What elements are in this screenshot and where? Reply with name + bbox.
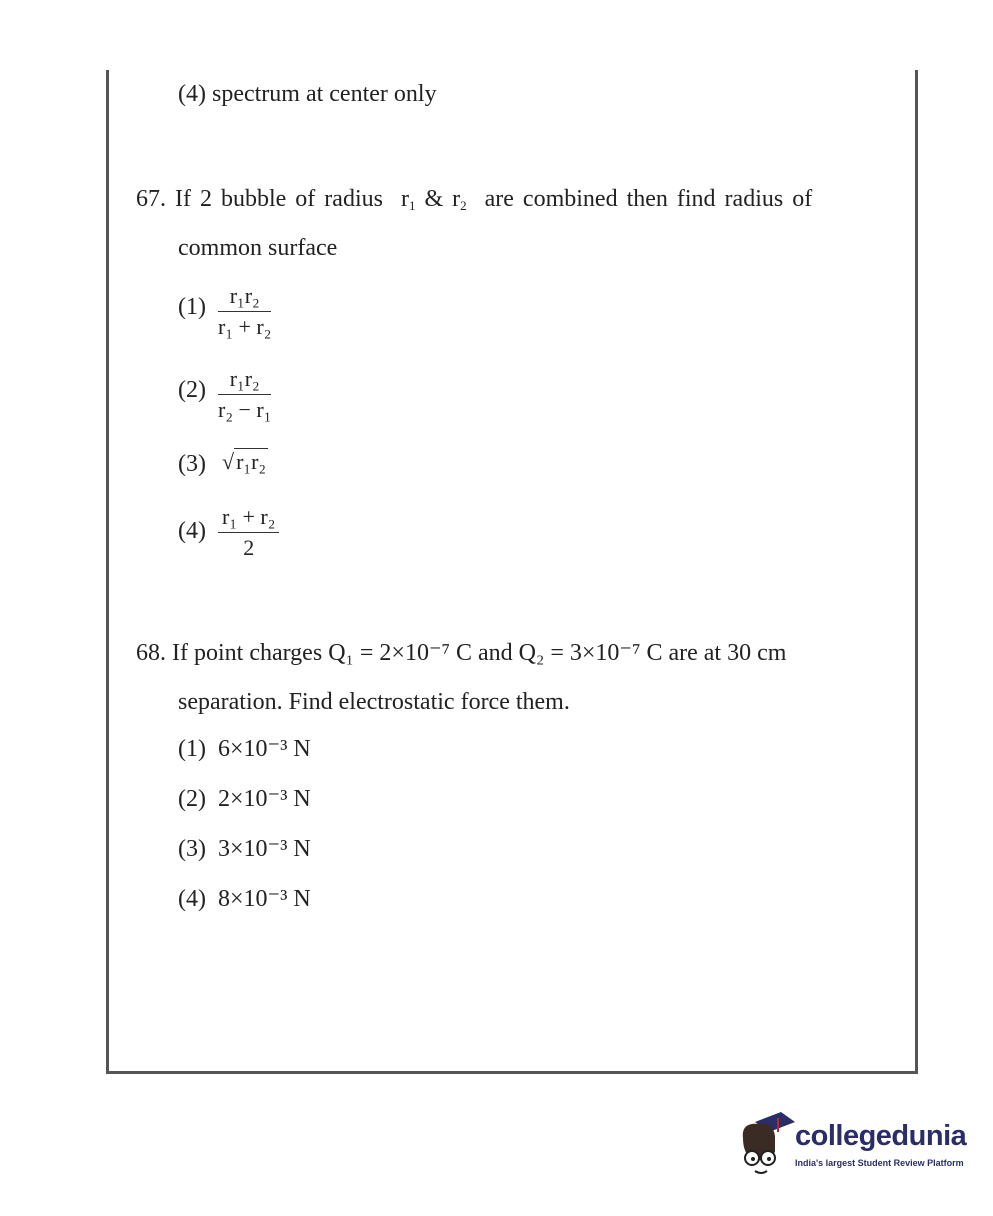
question-text: If 2 bubble of radius xyxy=(175,186,383,212)
fraction-numerator: r₁r₂ xyxy=(218,366,271,395)
math-q1: Q₁ = 2×10⁻⁷ C xyxy=(328,640,472,666)
q68-option-1 xyxy=(178,737,311,761)
option-label: (3) xyxy=(178,451,206,477)
option-2-fraction xyxy=(218,366,271,423)
question-68-line2: separation. Find electrostatic force them. xyxy=(178,689,570,715)
question-67-line1 xyxy=(136,187,812,212)
fraction-denominator: r₁ + r₂ xyxy=(218,314,272,339)
math-q2: Q₂ = 3×10⁻⁷ C xyxy=(518,640,663,666)
page-frame xyxy=(106,70,918,1074)
question-number: 67. xyxy=(136,186,166,212)
fraction-numerator: r₁r₂ xyxy=(218,283,271,312)
question-text-cont: are combined then find radius of xyxy=(484,186,813,212)
logo-wordmark: collegedunia xyxy=(795,1120,967,1152)
question-68-line1 xyxy=(136,641,786,665)
option-label: (4) xyxy=(178,886,206,912)
option-label: (2) xyxy=(178,786,206,812)
option-3-sqrt xyxy=(222,449,268,475)
option-label: (1) xyxy=(178,736,206,762)
option-value: 2×10⁻³ N xyxy=(217,786,311,812)
and-word: and xyxy=(478,640,513,666)
fraction-denominator: 2 xyxy=(243,535,255,560)
option-value: 6×10⁻³ N xyxy=(217,736,311,762)
option-4-fraction xyxy=(218,504,279,561)
q68-option-4 xyxy=(178,887,311,911)
fraction-numerator: r₁ + r₂ xyxy=(218,504,279,533)
logo-tagline: India's largest Student Review Platform xyxy=(795,1158,964,1168)
math-r1-r2: $r_1$ & $r_2$ xyxy=(391,186,467,213)
q68-option-3 xyxy=(178,837,311,861)
q68-option-2 xyxy=(178,787,311,811)
collegedunia-logo xyxy=(737,1108,967,1178)
question-67-line2: common surface xyxy=(178,235,338,261)
option-label: (1) xyxy=(178,294,206,320)
option-label: (3) xyxy=(178,836,206,862)
fraction-denominator: r₂ − r₁ xyxy=(218,397,272,422)
option-label: (2) xyxy=(178,377,206,403)
question-text: If point charges xyxy=(172,640,323,666)
option-label: (4) xyxy=(178,518,206,544)
question-text-cont: are at 30 cm xyxy=(668,640,787,666)
option-1-fraction xyxy=(218,283,271,340)
sqrt-symbol: √ xyxy=(222,449,235,474)
option-value: 8×10⁻³ N xyxy=(217,886,311,912)
question-number: 68. xyxy=(136,640,166,666)
option-value: 3×10⁻³ N xyxy=(217,836,311,862)
previous-option-4: (4) spectrum at center only xyxy=(178,81,437,107)
sqrt-radicand: r₁r₂ xyxy=(236,449,267,474)
mascot-icon xyxy=(737,1108,797,1178)
